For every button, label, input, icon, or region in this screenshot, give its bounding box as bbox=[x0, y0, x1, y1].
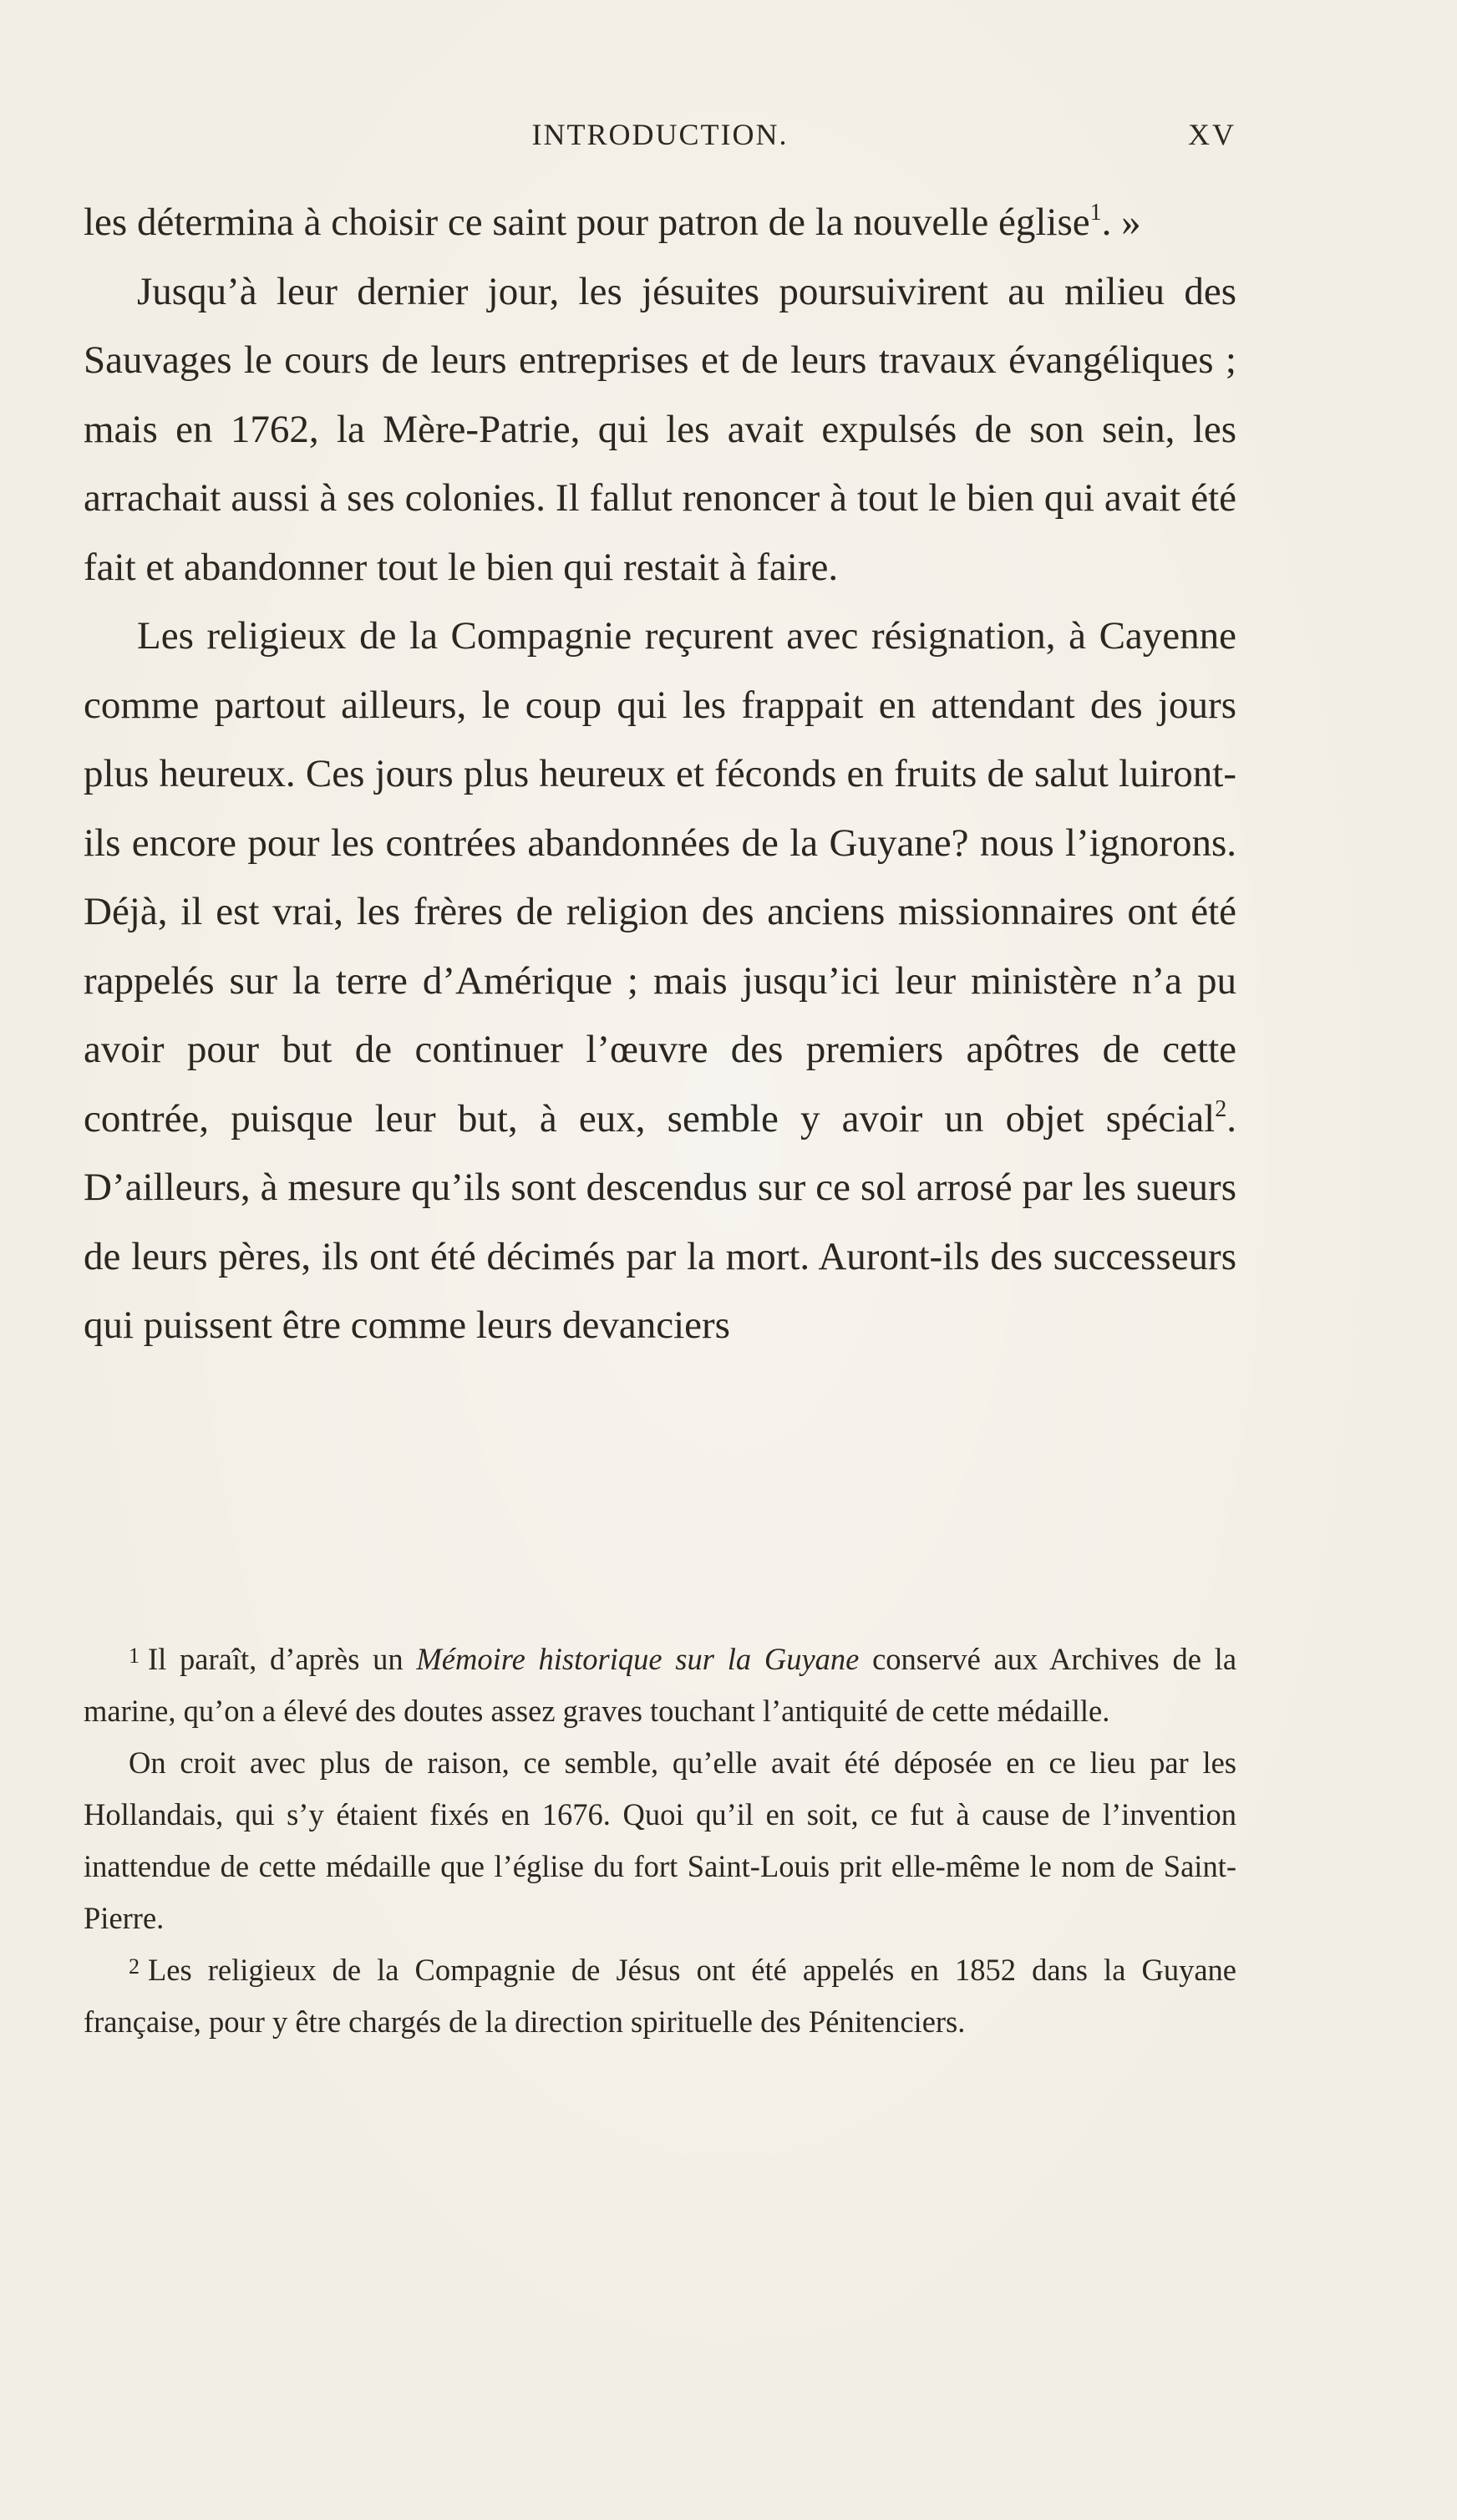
footnote-text: conservé aux Archives de la marine, qu’on a élevé des doutes assez graves touchant l’antiquité de cette médaille. bbox=[84, 1642, 1237, 1728]
page-number: XV bbox=[1188, 118, 1236, 151]
paragraph: Jusqu’à leur dernier jour, les jésuites poursuivirent au milieu des Sauvages le cours de leurs entreprises et de leurs travaux évangéliques ; mais en 1762, la Mère-Patrie, qui les avait expulsés de son sein, les arrachait aussi à ses colonies. Il fallut renoncer à tout le bien qui avait été fait et abandonner tout le bien qui restait à faire. bbox=[84, 269, 1236, 589]
footnote-reference[interactable]: 2 bbox=[1215, 1095, 1227, 1122]
footnote-1 bbox=[84, 1633, 1236, 1737]
footnote-2 bbox=[84, 1944, 1236, 2048]
footnote-number: 2 bbox=[129, 1954, 140, 1979]
paragraph-text: Les religieux de la Compagnie reçurent avec résignation, à Cayenne comme partout ailleurs, le coup qui les frappait en attendant des jours plus heureux. Ces jours plus heureux et féconds en fruits de salut luiront-ils encore pour les contrées abandonnées de la Guyane? nous l’ignorons. Déjà, il est vrai, les frères de religion des anciens missionnaires ont été rappelés sur la terre d’Amérique ; mais jusqu’ici leur ministère n’a pu avoir pour but de continuer l’œuvre des premiers apôtres de cette contrée, puisque leur but, à eux, semble y avoir un objet spécial bbox=[84, 614, 1236, 1141]
paragraph-text-tail: . D’ailleurs, à mesure qu’ils sont descendus sur ce sol arrosé par les sueurs de leurs pères, ils ont été décimés par la mort. Auront-ils des successeurs qui puissent être comme leurs devanciers bbox=[84, 1096, 1236, 1347]
main-text bbox=[84, 188, 1236, 1360]
footnote-text: Les religieux de la Compagnie de Jésus ont été appelés en 1852 dans la Guyane française, pour y être chargés de la direction spirituelle des Pénitenciers. bbox=[84, 1953, 1236, 2039]
footnotes bbox=[84, 1633, 1236, 2048]
footnote-reference[interactable]: 1 bbox=[1089, 200, 1102, 226]
footnote-title-italic: Mémoire historique sur la Guyane bbox=[416, 1642, 860, 1676]
footnote-number: 1 bbox=[129, 1644, 140, 1668]
running-head bbox=[84, 117, 1236, 167]
footnote-1-continued: On croit avec plus de raison, ce semble, qu’elle avait été déposée en ce lieu par les Hollandais, qui s’y étaient fixés en 1676. Quoi qu’il en soit, ce fut à cause de l’invention inattendue de cette médaille que l’église du fort Saint-Louis prit elle-même le nom de Saint-Pierre. bbox=[84, 1745, 1236, 1935]
footnote-text: Il paraît, d’après un bbox=[148, 1642, 404, 1676]
paragraph-text: les détermina à choisir ce saint pour patron de la nouvelle église bbox=[84, 201, 1090, 244]
paragraph-text-tail: . » bbox=[1101, 201, 1141, 244]
paragraph-continued bbox=[84, 188, 1236, 257]
running-title: INTRODUCTION. bbox=[531, 118, 789, 151]
paragraph bbox=[84, 602, 1236, 1360]
